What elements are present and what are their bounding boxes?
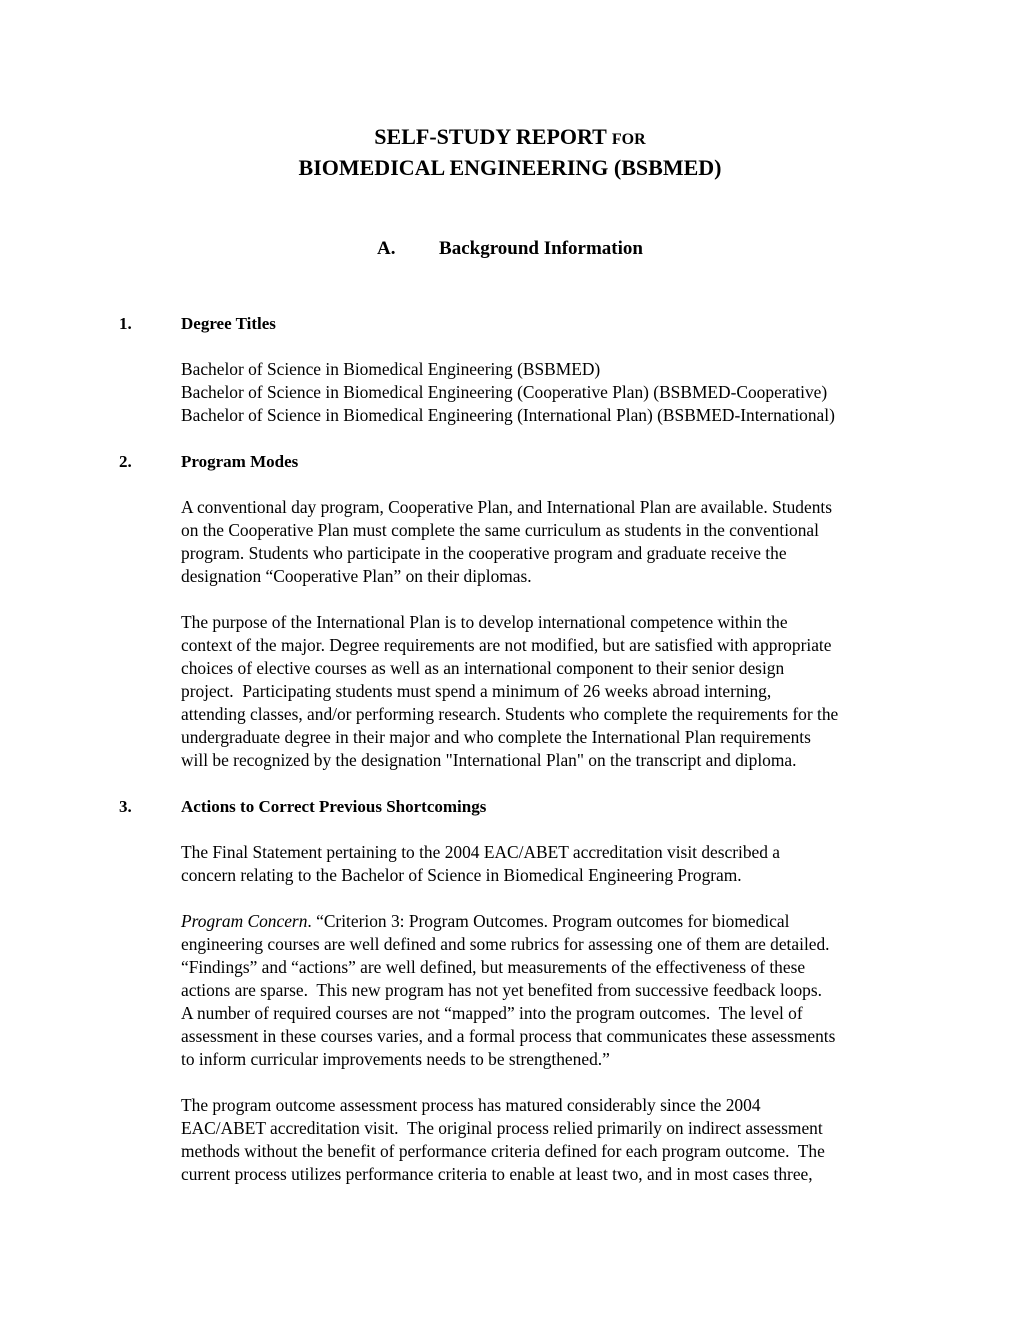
text-line	[181, 519, 832, 542]
line-text: assessment in these courses varies, and a formal process that communicates these assessments	[181, 1026, 836, 1046]
text-line	[181, 841, 780, 864]
section-letter: A.	[377, 238, 396, 259]
line-text: attending classes, and/or performing research. Students who complete the requirements for the	[181, 704, 839, 724]
line-text: program. Students who participate in the cooperative program and graduate receive the	[181, 543, 787, 563]
heading-degree-titles	[119, 314, 276, 334]
line-text: The program outcome assessment process has matured considerably since the 2004	[181, 1095, 761, 1115]
line-text: undergraduate degree in their major and who complete the International Plan requirements	[181, 727, 811, 747]
heading-text: Actions to Correct Previous Shortcomings	[181, 797, 487, 816]
section-heading	[0, 238, 1020, 260]
text-line	[181, 381, 835, 404]
line-text: actions are sparse. This new program has not yet benefited from successive feedback loops.	[181, 980, 822, 1000]
text-line	[181, 979, 835, 1002]
line-text: designation “Cooperative Plan” on their diplomas.	[181, 566, 532, 586]
paragraph-program-modes	[181, 496, 832, 588]
text-line	[181, 542, 832, 565]
text-line	[181, 611, 838, 634]
title-main: SELF-STUDY REPORT	[374, 124, 607, 149]
text-line	[181, 1002, 835, 1025]
heading-actions	[119, 797, 486, 817]
text-line	[181, 864, 780, 887]
text-line	[181, 1094, 825, 1117]
paragraph-final-statement	[181, 841, 780, 887]
text-line	[181, 358, 835, 381]
text-line	[181, 565, 832, 588]
report-subtitle: BIOMEDICAL ENGINEERING (BSBMED)	[298, 155, 722, 180]
line-text: EAC/ABET accreditation visit. The original process relied primarily on indirect assessment	[181, 1118, 823, 1138]
text-line	[181, 657, 838, 680]
report-title	[0, 121, 1020, 155]
line-text: A conventional day program, Cooperative Plan, and International Plan are available. Students	[181, 497, 832, 517]
paragraph-assessment-process	[181, 1094, 825, 1186]
line-text: Bachelor of Science in Biomedical Engineering (International Plan) (BSBMED-International)	[181, 405, 835, 425]
text-line	[181, 1025, 835, 1048]
text-line	[181, 680, 838, 703]
text-line	[181, 956, 835, 979]
paragraph-international-plan	[181, 611, 838, 772]
line-text: Bachelor of Science in Biomedical Engineering (Cooperative Plan) (BSBMED-Cooperative)	[181, 382, 828, 402]
text-line	[181, 703, 838, 726]
line-text: project. Participating students must spend a minimum of 26 weeks abroad interning,	[181, 681, 772, 701]
text-line	[181, 749, 838, 772]
line-text: current process utilizes performance criteria to enable at least two, and in most cases three,	[181, 1164, 813, 1184]
line-text: engineering courses are well defined and some rubrics for assessing one of them are detailed.	[181, 934, 830, 954]
line-text: . “Criterion 3: Program Outcomes. Program outcomes for biomedical	[307, 911, 790, 931]
text-line	[181, 1163, 825, 1186]
text-line	[181, 1140, 825, 1163]
line-text: to inform curricular improvements needs to be strengthened.”	[181, 1049, 610, 1069]
text-line	[181, 1117, 825, 1140]
line-text: context of the major. Degree requirements are not modified, but are satisfied with appropriate	[181, 635, 832, 655]
title-for: FOR	[611, 131, 646, 148]
line-text: on the Cooperative Plan must complete the same curriculum as students in the conventional	[181, 520, 819, 540]
text-line	[181, 496, 832, 519]
line-text: Bachelor of Science in Biomedical Engineering (BSBMED)	[181, 359, 601, 379]
paragraph-program-concern	[181, 910, 835, 1071]
line-text: methods without the benefit of performance criteria defined for each program outcome. The	[181, 1141, 825, 1161]
text-line	[181, 933, 835, 956]
heading-number: 2.	[119, 452, 132, 471]
heading-text: Program Modes	[181, 452, 299, 471]
line-text: concern relating to the Bachelor of Science in Biomedical Engineering Program.	[181, 865, 742, 885]
line-text: will be recognized by the designation "International Plan" on the transcript and diploma.	[181, 750, 797, 770]
line-text: The purpose of the International Plan is to develop international competence within the	[181, 612, 788, 632]
line-text: A number of required courses are not “mapped” into the program outcomes. The level of	[181, 1003, 803, 1023]
text-line	[181, 726, 838, 749]
line-text: choices of elective courses as well as an international component to their senior design	[181, 658, 785, 678]
paragraph-degree-list	[181, 358, 835, 427]
text-line	[181, 1048, 835, 1071]
heading-number: 3.	[119, 797, 132, 816]
heading-number: 1.	[119, 314, 132, 333]
italic-lead: Program Concern	[181, 911, 308, 931]
text-line	[181, 404, 835, 427]
line-text: The Final Statement pertaining to the 2004 EAC/ABET accreditation visit described a	[181, 842, 781, 862]
heading-program-modes	[119, 452, 298, 472]
text-line	[181, 910, 835, 933]
text-line	[181, 634, 838, 657]
section-title: Background Information	[439, 238, 643, 259]
line-text: “Findings” and “actions” are well defined, but measurements of the effectiveness of these	[181, 957, 806, 977]
heading-text: Degree Titles	[181, 314, 276, 333]
